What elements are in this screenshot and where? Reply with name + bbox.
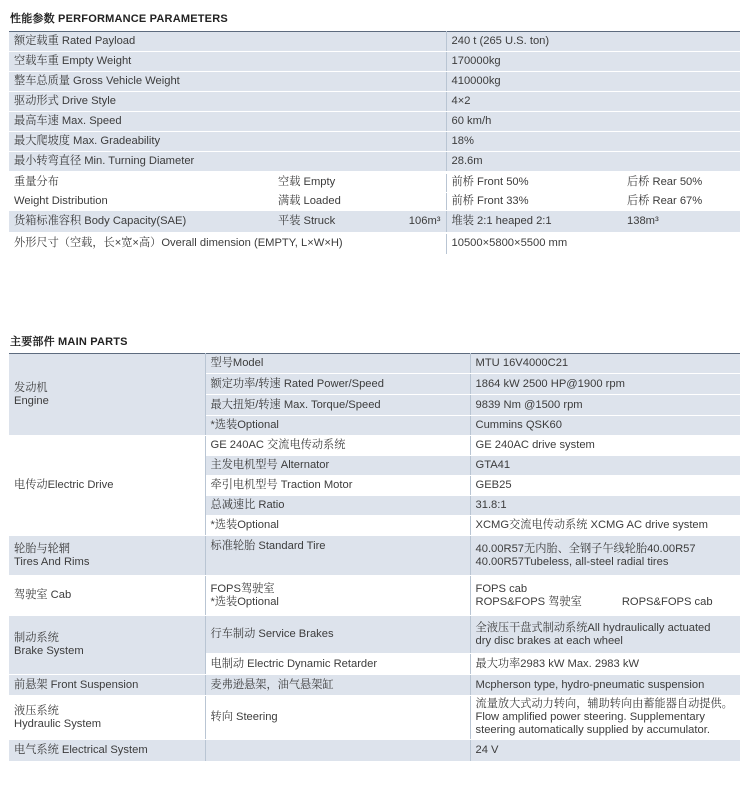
spec-key: *选装Optional — [205, 516, 470, 536]
table-row — [9, 210, 740, 232]
spec-key: 行车制动 Service Brakes — [205, 616, 470, 654]
weight-empty: 空载 Empty — [273, 174, 446, 192]
heaped-label: 堆装 2:1 heaped 2:1 — [446, 210, 622, 232]
table-row — [9, 112, 740, 132]
front-empty: 前桥 Front 50% — [446, 174, 622, 192]
param-label: 最高车速 Max. Speed — [9, 112, 446, 132]
spec-key: 额定功率/转速 Rated Power/Speed — [205, 374, 470, 395]
spec-key: FOPS驾驶室 *选装Optional — [205, 576, 470, 616]
table-row — [9, 576, 740, 616]
struck-label: 平装 Struck — [278, 214, 336, 227]
cab-label: 驾驶室 Cab — [9, 576, 205, 616]
table-row — [9, 174, 740, 192]
param-label: 最小转弯直径 Min. Turning Diameter — [9, 152, 446, 172]
param-value: 240 t (265 U.S. ton) — [446, 32, 740, 52]
front-loaded: 前桥 Front 33% — [446, 192, 622, 210]
spec-value: 31.8:1 — [470, 496, 740, 516]
spec-key: 牵引电机型号 Traction Motor — [205, 476, 470, 496]
param-label: 额定载重 Rated Payload — [9, 32, 446, 52]
hydraulic-label: 液压系统 Hydraulic System — [9, 696, 205, 740]
spec-key: 最大扭矩/转速 Max. Torque/Speed — [205, 395, 470, 416]
brake-label: 制动系统 Brake System — [9, 616, 205, 675]
param-label: 空载车重 Empty Weight — [9, 52, 446, 72]
performance-heading: 性能参数 PERFORMANCE PARAMETERS — [10, 13, 228, 25]
dimension-value: 10500×5800×5500 mm — [446, 234, 740, 254]
spec-value: FOPS cab ROPS&FOPS 驾驶室 ROPS&FOPS cab — [470, 576, 740, 616]
spec-value: 最大功率2983 kW Max. 2983 kW — [470, 654, 740, 675]
param-value: 170000kg — [446, 52, 740, 72]
spec-value: GEB25 — [470, 476, 740, 496]
table-row — [9, 616, 740, 654]
table-row — [9, 72, 740, 92]
electric-drive-label: 电传动Electric Drive — [9, 436, 205, 536]
table-row — [9, 740, 740, 762]
rear-loaded: 后桥 Rear 67% — [622, 192, 740, 210]
spec-value: 40.00R57无内胎、全钢子午线轮胎40.00R57 40.00R57Tubeless, all-steel radial tires — [470, 536, 740, 576]
spec-key — [205, 740, 470, 762]
spec-key: 电制动 Electric Dynamic Retarder — [205, 654, 470, 675]
spec-key: 标准轮胎 Standard Tire — [205, 536, 470, 576]
spec-value: 24 V — [470, 740, 740, 762]
spec-value: 1864 kW 2500 HP@1900 rpm — [470, 374, 740, 395]
param-value: 410000kg — [446, 72, 740, 92]
dimension-table — [9, 234, 740, 255]
spec-value: Mcpherson type, hydro-pneumatic suspension — [470, 675, 740, 696]
spec-value: Cummins QSK60 — [470, 416, 740, 436]
param-label: 驱动形式 Drive Style — [9, 92, 446, 112]
spec-key: 麦弗逊悬架，油气悬架缸 — [205, 675, 470, 696]
tires-label: 轮胎与轮辋 Tires And Rims — [9, 536, 205, 576]
table-row — [9, 92, 740, 112]
spec-value: XCMG交流电传动系统 XCMG AC drive system — [470, 516, 740, 536]
table-row — [9, 536, 740, 576]
param-value: 60 km/h — [446, 112, 740, 132]
param-value: 4×2 — [446, 92, 740, 112]
table-row — [9, 675, 740, 696]
electrical-label: 电气系统 Electrical System — [9, 740, 205, 762]
table-row — [9, 436, 740, 456]
spec-value: 流量放大式动力转向，辅助转向由蓄能器自动提供。 Flow amplified power steering. Supplementary steering automatically supplied by accumulator. — [470, 696, 740, 740]
struck-value: 106m³ — [408, 214, 441, 227]
rear-empty: 后桥 Rear 50% — [622, 174, 740, 192]
table-row — [9, 234, 740, 254]
param-value: 28.6m — [446, 152, 740, 172]
table-row — [9, 32, 740, 52]
param-label: 最大爬坡度 Max. Gradeability — [9, 132, 446, 152]
spec-value: MTU 16V4000C21 — [470, 354, 740, 374]
spec-value: 9839 Nm @1500 rpm — [470, 395, 740, 416]
performance-table — [9, 31, 740, 172]
weight-label-cn: 重量分布 — [9, 174, 273, 192]
main-parts-heading: 主要部件 MAIN PARTS — [10, 336, 128, 348]
weight-loaded: 满载 Loaded — [273, 192, 446, 210]
spec-key: GE 240AC 交流电传动系统 — [205, 436, 470, 456]
spec-value: GE 240AC drive system — [470, 436, 740, 456]
table-row — [9, 132, 740, 152]
dimension-label: 外形尺寸（空载，长×宽×高）Overall dimension (EMPTY, L×W×H) — [9, 234, 446, 254]
weight-distribution-table — [9, 174, 740, 233]
engine-label: 发动机 Engine — [9, 354, 205, 436]
spec-key: 总减速比 Ratio — [205, 496, 470, 516]
main-parts-table — [9, 353, 740, 762]
param-label: 整车总质量 Gross Vehicle Weight — [9, 72, 446, 92]
capacity-label: 货箱标准容积 Body Capacity(SAE) — [9, 210, 273, 232]
spec-key: *选装Optional — [205, 416, 470, 436]
spec-key: 主发电机型号 Alternator — [205, 456, 470, 476]
param-value: 18% — [446, 132, 740, 152]
table-row — [9, 192, 740, 210]
table-row — [9, 152, 740, 172]
table-row — [9, 52, 740, 72]
weight-label-en: Weight Distribution — [9, 192, 273, 210]
heaped-value: 138m³ — [622, 210, 740, 232]
spec-value: 全液压干盘式制动系统All hydraulically actuated dry disc brakes at each wheel — [470, 616, 740, 654]
table-row — [9, 696, 740, 740]
suspension-label: 前悬架 Front Suspension — [9, 675, 205, 696]
spec-value: GTA41 — [470, 456, 740, 476]
table-row — [9, 354, 740, 374]
spec-key: 转向 Steering — [205, 696, 470, 740]
spec-key: 型号Model — [205, 354, 470, 374]
